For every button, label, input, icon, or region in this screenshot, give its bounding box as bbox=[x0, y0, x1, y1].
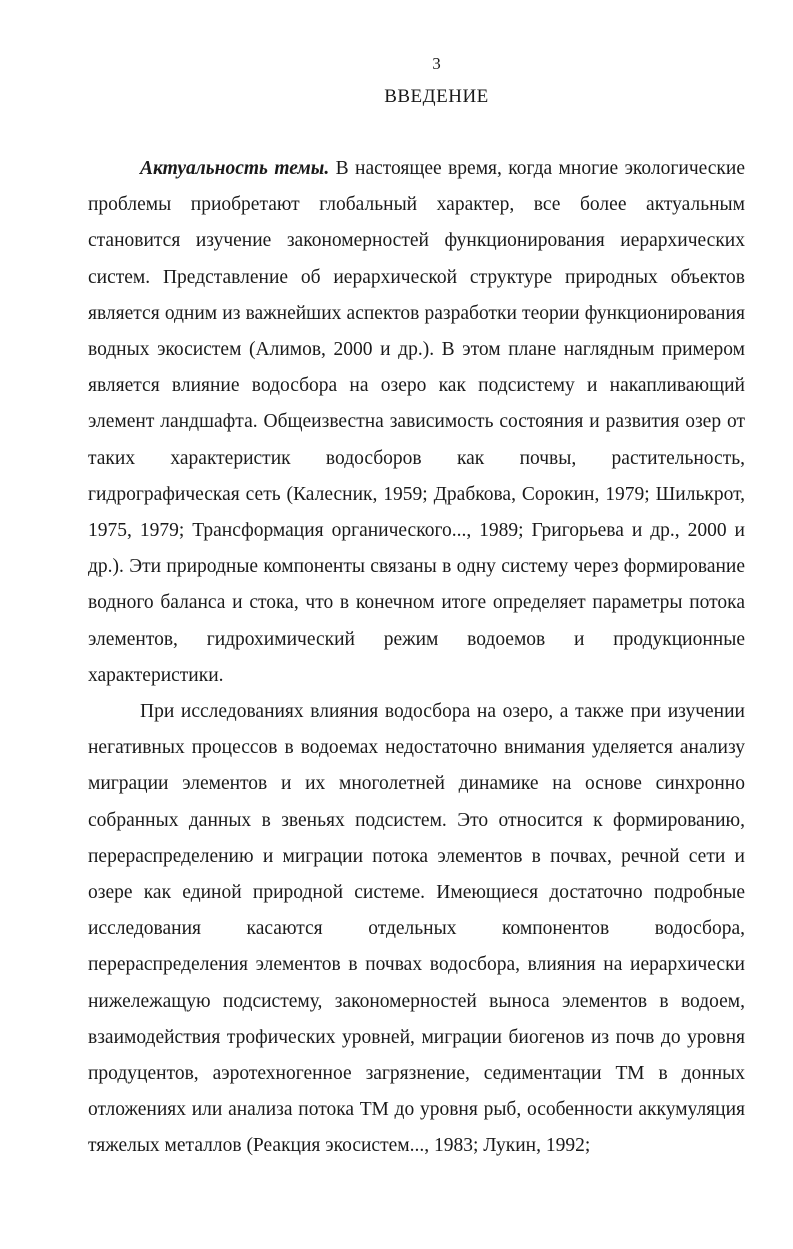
paragraph-text: В настоящее время, когда многие экологические проблемы приобретают глобальный характер, все более актуальным становится изучение закономерностей функционирования иерархических систем. Представление об иерархической структуре природных объектов является одним из важнейших аспектов разработки теории функционирования водных экосистем (Алимов, 2000 и др.). В этом плане наглядным примером является влияние водосбора на озеро как подсистему и накапливающий элемент ландшафта. Общеизвестна зависимость состояния и развития озер от таких характеристик водосборов как почвы, растительность, гидрографическая сеть (Калесник, 1959; Драбкова, Сорокин, 1979; Шилькрот, 1975, 1979; Трансформация органического..., 1989; Григорьева и др., 2000 и др.). Эти природные компоненты связаны в одну систему через формирование водного баланса и стока, что в конечном итоге определяет параметры потока элементов, гидрохимический режим водоемов и продукционные характеристики. bbox=[88, 158, 745, 686]
paragraph-lead: Актуальность темы. bbox=[140, 158, 330, 179]
paragraph-text: При исследованиях влияния водосбора на озеро, а также при изучении негативных процессов в водоемах недостаточно внимания уделяется анализу миграции элементов и их многолетней динамике на основе синхронно собранных данных в звеньях подсистем. Это относится к формированию, перераспределению и миграции потока элементов в почвах, речной сети и озере как единой природной системе. Имеющиеся достаточно подробные исследования касаются отдельных компонентов водосбора, перераспределения элементов в почвах водосбора, влияния на иерархически нижележащую подсистему, закономерностей выноса элементов в водоем, взаимодействия трофических уровней, миграции биогенов из почв до уровня продуцентов, аэротехногенное загрязнение, седиментации ТМ в донных отложениях или анализа потока ТМ до уровня рыб, особенности аккумуляция тяжелых металлов (Реакция экосистем..., 1983; Лукин, 1992; bbox=[88, 701, 745, 1157]
body-text bbox=[88, 151, 745, 1165]
page-number: 3 bbox=[432, 54, 441, 73]
paragraph-research bbox=[88, 694, 745, 1165]
paragraph-relevance bbox=[88, 151, 745, 694]
section-title: ВВЕДЕНИЕ bbox=[384, 86, 489, 107]
